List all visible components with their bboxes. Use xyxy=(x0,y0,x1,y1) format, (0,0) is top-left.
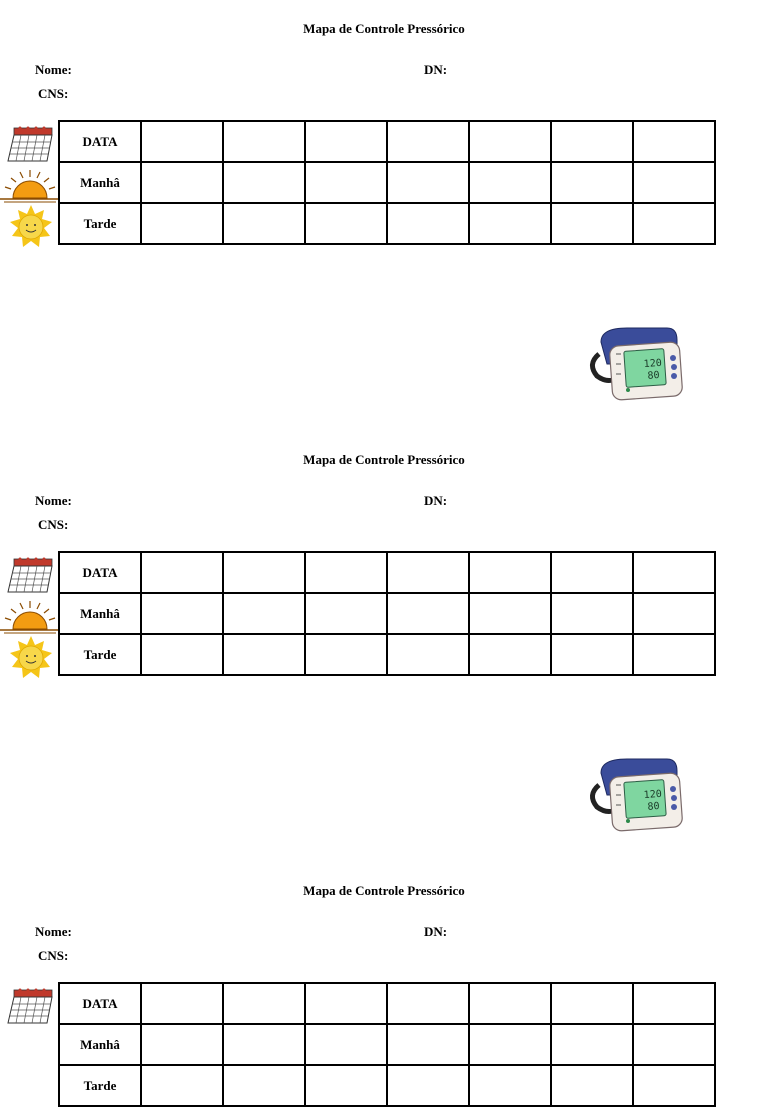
table-cell[interactable] xyxy=(387,593,469,634)
table-cell[interactable] xyxy=(633,983,715,1024)
table-cell[interactable] xyxy=(141,552,223,593)
blood-pressure-monitor-icon xyxy=(587,324,685,406)
row-header-date: DATA xyxy=(59,121,141,162)
table-cell[interactable] xyxy=(305,1065,387,1106)
table-row xyxy=(59,983,715,1024)
table-cell[interactable] xyxy=(387,121,469,162)
table-cell[interactable] xyxy=(387,203,469,244)
table-cell[interactable] xyxy=(223,1024,305,1065)
table-cell[interactable] xyxy=(305,593,387,634)
row-header-morning: Manhâ xyxy=(59,1024,141,1065)
page-title: Mapa de Controle Pressórico xyxy=(303,883,465,898)
table-row xyxy=(59,634,715,675)
birthdate-label: DN: xyxy=(424,924,448,939)
page-title: Mapa de Controle Pressórico xyxy=(303,21,465,36)
table-cell[interactable] xyxy=(633,1024,715,1065)
table-cell[interactable] xyxy=(223,552,305,593)
blood-pressure-monitor-icon xyxy=(587,755,685,837)
table-cell[interactable] xyxy=(141,634,223,675)
table-cell[interactable] xyxy=(141,203,223,244)
table-cell[interactable] xyxy=(551,1024,633,1065)
table-cell[interactable] xyxy=(305,162,387,203)
row-header-morning: Manhâ xyxy=(59,162,141,203)
table-cell[interactable] xyxy=(141,121,223,162)
table-cell[interactable] xyxy=(469,593,551,634)
row-header-date: DATA xyxy=(59,552,141,593)
sun-icon xyxy=(9,204,53,250)
table-row xyxy=(59,552,715,593)
table-cell[interactable] xyxy=(223,593,305,634)
table-cell[interactable] xyxy=(633,203,715,244)
table-cell[interactable] xyxy=(387,1065,469,1106)
cns-label: CNS: xyxy=(38,948,69,963)
table-cell[interactable] xyxy=(223,203,305,244)
table-cell[interactable] xyxy=(469,1065,551,1106)
pressure-table xyxy=(58,120,716,245)
table-cell[interactable] xyxy=(633,1065,715,1106)
table-cell[interactable] xyxy=(551,983,633,1024)
table-row xyxy=(59,1024,715,1065)
table-cell[interactable] xyxy=(141,1065,223,1106)
table-cell[interactable] xyxy=(223,1065,305,1106)
table-cell[interactable] xyxy=(633,121,715,162)
table-cell[interactable] xyxy=(633,552,715,593)
table-cell[interactable] xyxy=(551,162,633,203)
row-header-morning: Manhâ xyxy=(59,593,141,634)
table-cell[interactable] xyxy=(633,162,715,203)
table-row xyxy=(59,203,715,244)
table-row xyxy=(59,593,715,634)
calendar-icon xyxy=(5,556,55,594)
table-cell[interactable] xyxy=(305,121,387,162)
monitor-systolic: 120 xyxy=(643,788,663,802)
pressure-map-section-3 xyxy=(0,862,768,1093)
table-cell[interactable] xyxy=(469,634,551,675)
sun-icon xyxy=(9,635,53,681)
row-header-afternoon: Tarde xyxy=(59,203,141,244)
table-cell[interactable] xyxy=(223,121,305,162)
pressure-table xyxy=(58,982,716,1107)
table-cell[interactable] xyxy=(223,983,305,1024)
pressure-map-section-1 xyxy=(0,0,768,431)
row-header-afternoon: Tarde xyxy=(59,1065,141,1106)
table-cell[interactable] xyxy=(633,593,715,634)
table-row xyxy=(59,162,715,203)
table-cell[interactable] xyxy=(387,1024,469,1065)
table-cell[interactable] xyxy=(141,983,223,1024)
table-cell[interactable] xyxy=(141,162,223,203)
name-label: Nome: xyxy=(35,493,72,508)
table-cell[interactable] xyxy=(551,593,633,634)
table-cell[interactable] xyxy=(305,552,387,593)
table-cell[interactable] xyxy=(551,203,633,244)
table-cell[interactable] xyxy=(141,1024,223,1065)
table-cell[interactable] xyxy=(387,552,469,593)
table-cell[interactable] xyxy=(387,162,469,203)
pressure-table xyxy=(58,551,716,676)
calendar-icon xyxy=(5,125,55,163)
table-cell[interactable] xyxy=(469,983,551,1024)
table-cell[interactable] xyxy=(387,983,469,1024)
cns-label: CNS: xyxy=(38,86,69,101)
birthdate-label: DN: xyxy=(424,493,448,508)
table-cell[interactable] xyxy=(223,162,305,203)
table-cell[interactable] xyxy=(387,634,469,675)
birthdate-label: DN: xyxy=(424,62,448,77)
row-header-date: DATA xyxy=(59,983,141,1024)
table-cell[interactable] xyxy=(305,983,387,1024)
name-label: Nome: xyxy=(35,924,72,939)
table-cell[interactable] xyxy=(633,634,715,675)
table-cell[interactable] xyxy=(469,121,551,162)
table-cell[interactable] xyxy=(469,1024,551,1065)
cns-label: CNS: xyxy=(38,517,69,532)
sunrise-icon xyxy=(0,166,60,204)
table-cell[interactable] xyxy=(469,203,551,244)
calendar-icon xyxy=(5,987,55,1025)
table-cell[interactable] xyxy=(469,162,551,203)
table-cell[interactable] xyxy=(551,634,633,675)
table-cell[interactable] xyxy=(223,634,305,675)
page-title: Mapa de Controle Pressórico xyxy=(303,452,465,467)
table-cell[interactable] xyxy=(305,634,387,675)
table-cell[interactable] xyxy=(551,1065,633,1106)
pressure-map-section-2 xyxy=(0,431,768,862)
table-cell[interactable] xyxy=(305,1024,387,1065)
table-cell[interactable] xyxy=(141,593,223,634)
table-row xyxy=(59,121,715,162)
row-header-afternoon: Tarde xyxy=(59,634,141,675)
table-cell[interactable] xyxy=(551,552,633,593)
monitor-systolic: 120 xyxy=(643,357,663,371)
table-cell[interactable] xyxy=(305,203,387,244)
sunrise-icon xyxy=(0,597,60,635)
monitor-diastolic: 80 xyxy=(647,370,660,382)
table-cell[interactable] xyxy=(469,552,551,593)
monitor-diastolic: 80 xyxy=(647,801,660,813)
name-label: Nome: xyxy=(35,62,72,77)
table-cell[interactable] xyxy=(551,121,633,162)
table-row xyxy=(59,1065,715,1106)
